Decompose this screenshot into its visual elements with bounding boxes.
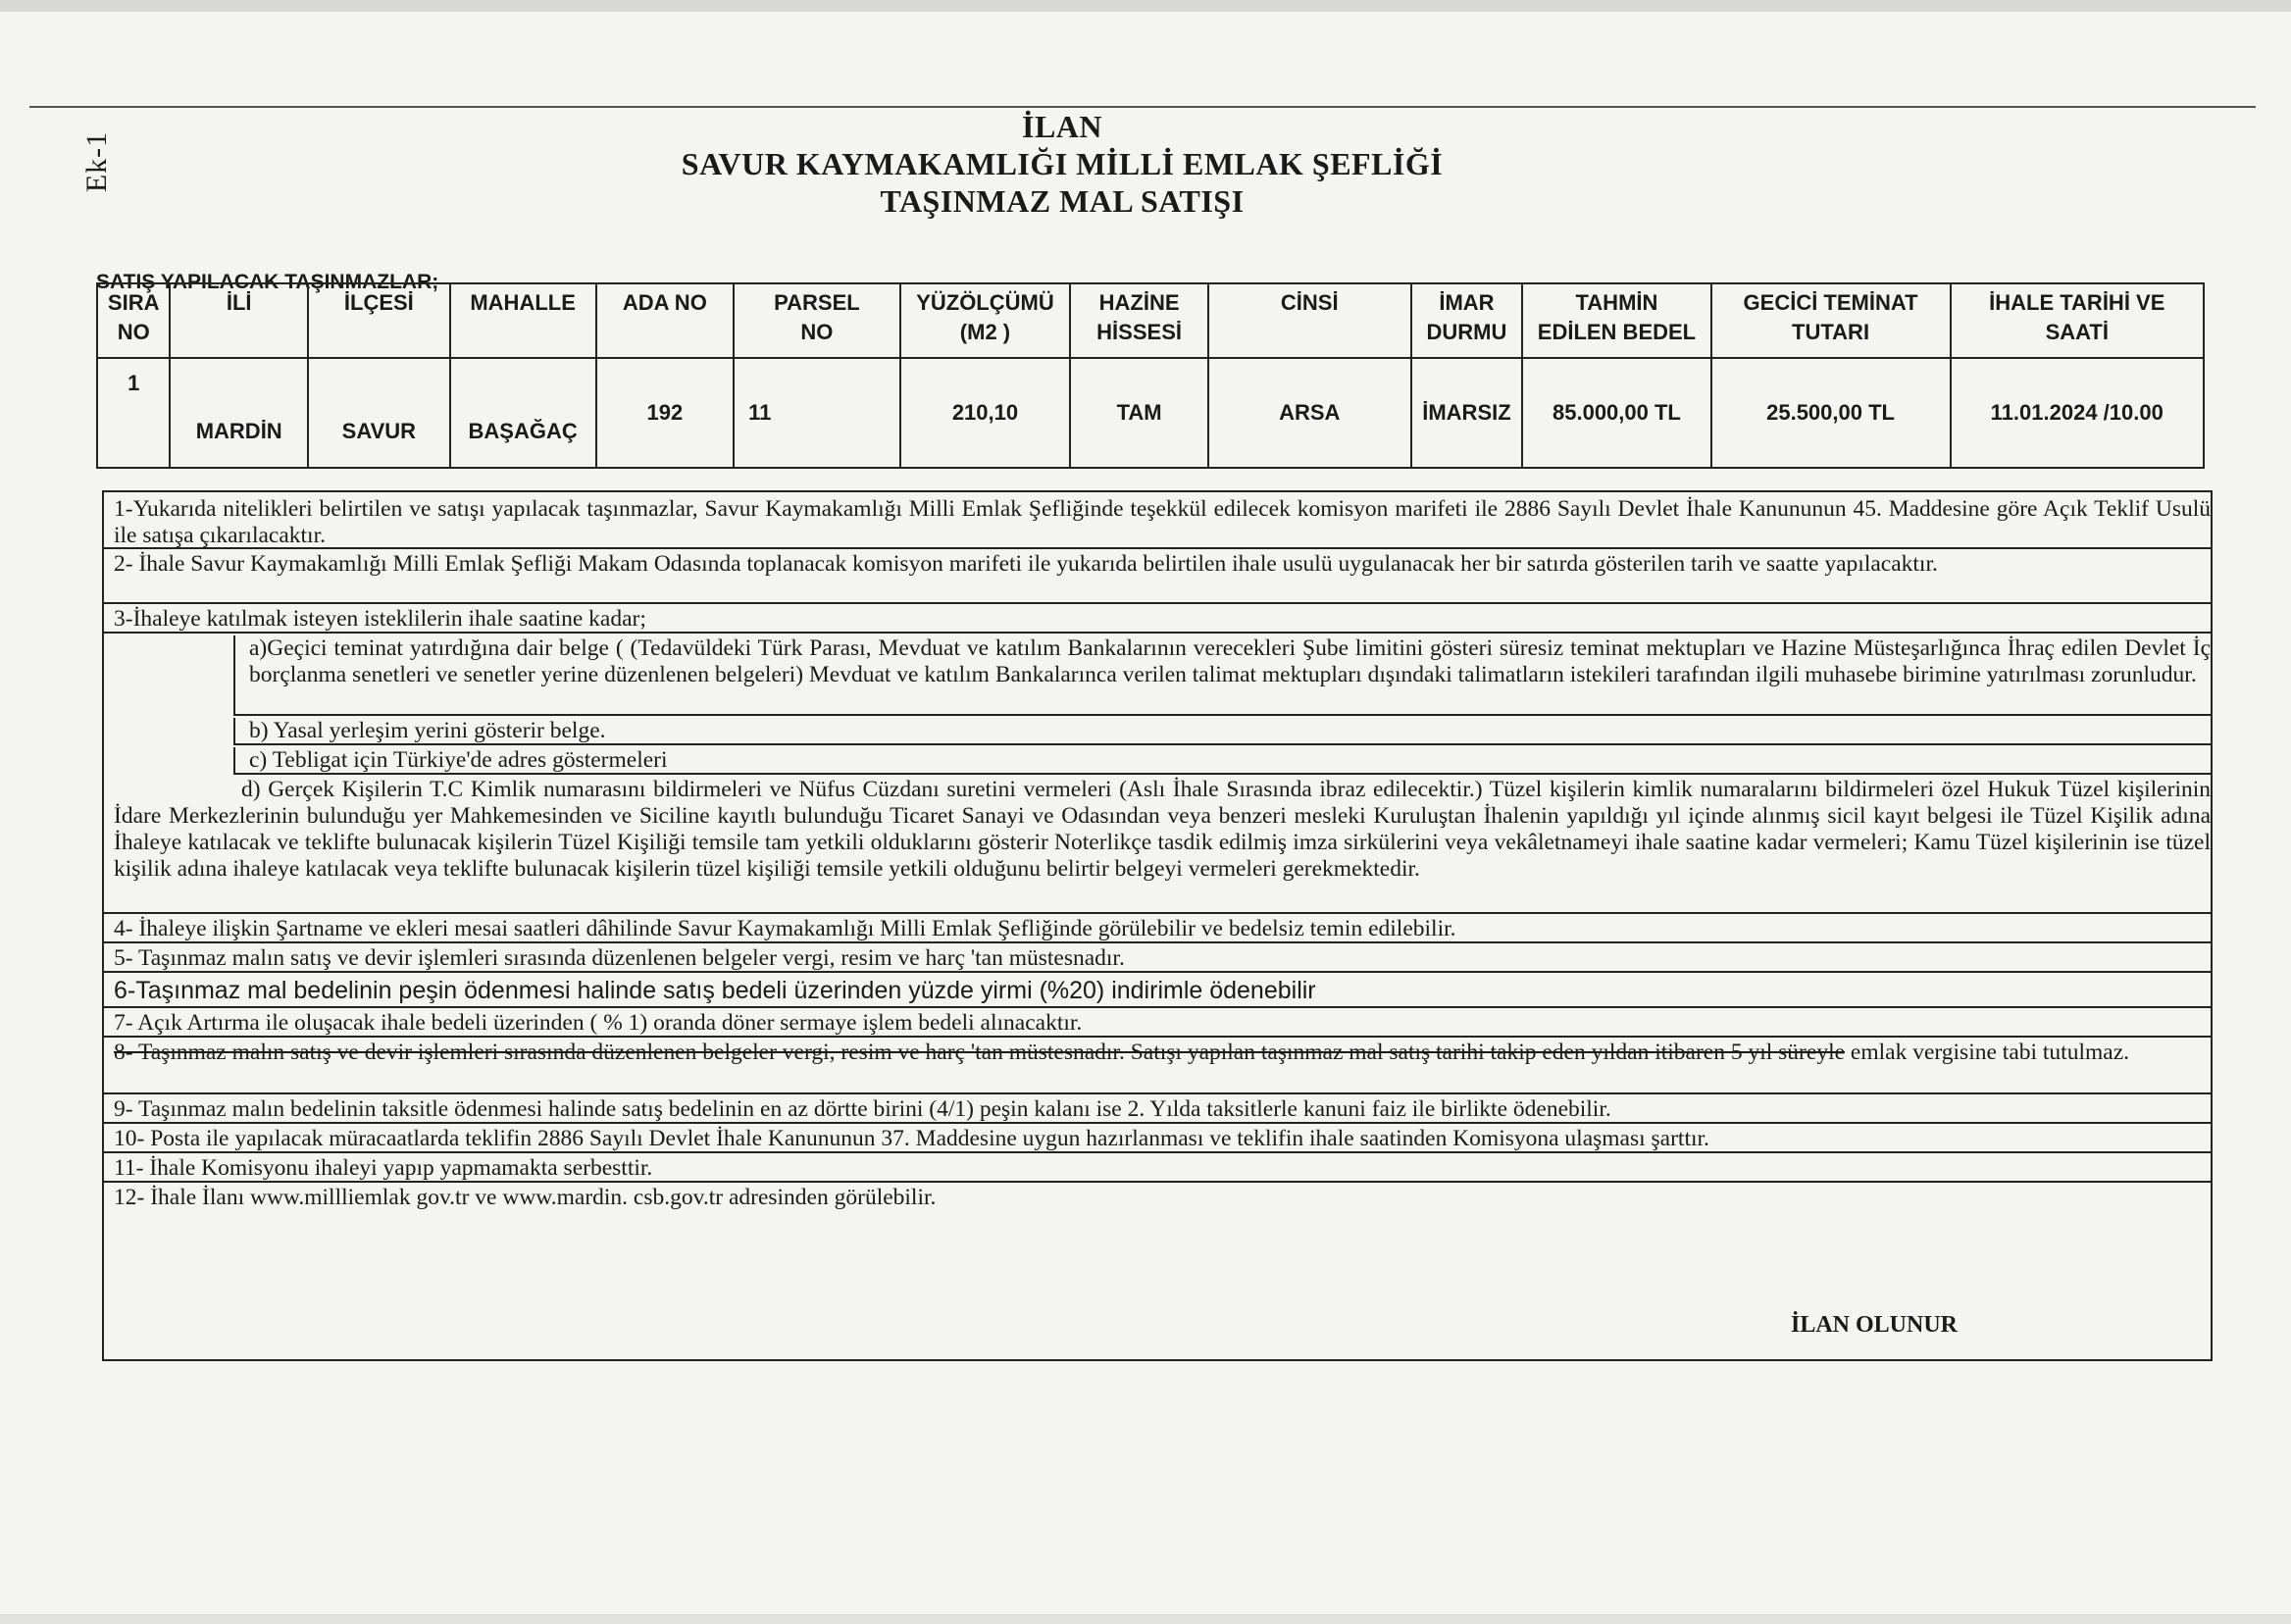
note-11: 11- İhale Komisyonu ihaleyi yapıp yapmamakta serbesttir. xyxy=(104,1155,2211,1183)
cell-hisse: TAM xyxy=(1070,358,1208,468)
note-5: 5- Taşınmaz malın satış ve devir işlemleri sırasında düzenlenen belgeler vergi, resim ve harç 'tan müstesnadır. xyxy=(104,945,2211,973)
note-7: 7- Açık Artırma ile oluşacak ihale bedeli üzerinden ( % 1) oranda döner sermaye işlem bedeli alınacaktır. xyxy=(104,1010,2211,1038)
cell-bedel: 85.000,00 TL xyxy=(1522,358,1710,468)
note-8-struck-text: 8- Taşınmaz malın satış ve devir işlemleri sırasında düzenlenen belgeler vergi, resim ve harç 'tan müstesnadır. Satışı yapılan taşınmaz mal satış tarihi takip eden yıldan itibaren 5 yıl süreyle xyxy=(114,1040,1846,1065)
note-1: 1-Yukarıda nitelikleri belirtilen ve satışı yapılacak taşınmazlar, Savur Kaymakamlığı Milli Emlak Şefliğinde teşekkül edilecek komisyon marifeti ile 2886 Sayılı Devlet İhale Kanununun 45. Maddesine göre Açık Teklif Usulü ile satışa çıkarılacaktır. xyxy=(104,496,2211,549)
header-bedel: TAHMİN EDİLEN BEDEL xyxy=(1522,283,1710,358)
table-header-row xyxy=(97,283,2204,358)
note-2: 2- İhale Savur Kaymakamlığı Milli Emlak Şefliği Makam Odasında toplanacak komisyon marifeti ile yukarıda belirtilen ihale usulü uygulanacak her bir satırda gösterilen tarih ve saatte yapılacaktır. xyxy=(104,551,2211,604)
note-8 xyxy=(104,1040,2211,1094)
note-3c: c) Tebligat için Türkiye'de adres göstermeleri xyxy=(233,747,2211,775)
cell-cinsi: ARSA xyxy=(1208,358,1411,468)
note-3a: a)Geçici teminat yatırdığına dair belge ( (Tedavüldeki Türk Parası, Mevduat ve katılım Bankalarının verecekleri Şube limitini gösteri süresiz teminat mektupları ve Hazine Müsteşarlığınca İhraç edilen Devlet İç borçlanma senetleri ve senetler yerine düzenlenen belgeleri) Mevduat ve katılım Bankalarınca verilen talimat mektupları dışındaki talimatların istekileri tarafından ilgili muhasebe birimine yatırılması zorunludur. xyxy=(233,635,2211,716)
header-mahalle: MAHALLE xyxy=(450,283,596,358)
cell-parsel: 11 xyxy=(734,358,900,468)
header-hisse: HAZİNE HİSSESİ xyxy=(1070,283,1208,358)
note-4: 4- İhaleye ilişkin Şartname ve ekleri mesai saatleri dâhilinde Savur Kaymakamlığı Milli Emlak Şefliğinde görülebilir ve bedelsiz temin edilebilir. xyxy=(104,916,2211,943)
header-il: İLİ xyxy=(170,283,308,358)
document-header xyxy=(0,108,2291,220)
scan-bottom-band xyxy=(0,1614,2291,1624)
cell-ada: 192 xyxy=(596,358,735,468)
properties-section-label: SATIŞ YAPILACAK TAŞINMAZLAR; xyxy=(96,271,439,293)
note-6: 6-Taşınmaz mal bedelinin peşin ödenmesi halinde satış bedeli üzerinden yüzde yirmi (%20) indirimle ödenebilir xyxy=(104,975,2211,1008)
header-parsel: PARSEL NO xyxy=(734,283,900,358)
cell-imar: İMARSIZ xyxy=(1411,358,1523,468)
note-9: 9- Taşınmaz malın bedelinin taksitle ödenmesi halinde satış bedelinin en az dörtte birini (4/1) peşin kalanı ise 2. Yılda taksitlerle kanuni faiz ile birlikte ödenebilir. xyxy=(104,1096,2211,1124)
cell-mahalle: BAŞAĞAÇ xyxy=(450,358,596,468)
annex-label: Ek-1 xyxy=(80,130,114,193)
cell-teminat: 25.500,00 TL xyxy=(1711,358,1951,468)
header-tarih: İHALE TARİHİ VE SAATİ xyxy=(1951,283,2204,358)
header-teminat: GECİCİ TEMİNAT TUTARI xyxy=(1711,283,1951,358)
title-institution: SAVUR KAYMAKAMLIĞI MİLLİ EMLAK ŞEFLİĞİ xyxy=(681,146,1444,181)
cell-il: MARDİN xyxy=(170,358,308,468)
note-3: 3-İhaleye katılmak isteyen isteklilerin ihale saatine kadar; xyxy=(104,606,2211,634)
properties-table xyxy=(96,282,2205,469)
cell-ilce: SAVUR xyxy=(308,358,450,468)
conditions-box xyxy=(102,490,2213,1361)
header-cinsi: CİNSİ xyxy=(1208,283,1411,358)
note-8-text: emlak vergisine tabi tutulmaz. xyxy=(1850,1040,2130,1065)
cell-yuzolcumu: 210,10 xyxy=(900,358,1071,468)
note-3d: d) Gerçek Kişilerin T.C Kimlik numarasını bildirmeleri ve Nüfus Cüzdanı suretini vermeleri (Aslı İhale Sırasında ibraz edilecektir.) Tüzel kişilerin kimlik numaralarını bildirmeleri özel Hukuk Tüzel kişilerinin İdare Merkezlerinin bulunduğu yer Mahkemesinden ve Siciline kayıtlı bulunduğu Ticaret Sanayi ve Odasından veya benzeri mesleki Kuruluştan İhalenin yapıldığı yıl içinde alınmış sicil kayıt belgesi ile Tüzel Kişilik adına İhaleye katılacak ve teklifte bulunacak kişilerin Tüzel Kişiliği temsile tam yetkili olduklarını gösterir Noterlikçe tasdik edilmiş imza sirkülerini veya vekâletnameyi ihale saatine kadar vermeleri; Kamu Tüzel kişilerinin ise tüzel kişilik adına ihaleye katılacak veya teklifte bulunacak kişilerin tüzel kişiliği temsile yetkili olduğunu belirtir belgeyi vermeleri gerekmektedir. xyxy=(104,777,2211,914)
header-sira: SIRA NO xyxy=(97,283,170,358)
header-ada: ADA NO xyxy=(596,283,735,358)
closing-statement: İLAN OLUNUR xyxy=(1790,1312,1958,1338)
cell-tarih: 11.01.2024 /10.00 xyxy=(1951,358,2204,468)
note-12: 12- İhale İlanı www.millliemlak gov.tr ve www.mardin. csb.gov.tr adresinden görülebilir. xyxy=(114,1185,937,1210)
cell-sira: 1 xyxy=(97,358,170,468)
note-3b: b) Yasal yerleşim yerini gösterir belge. xyxy=(233,718,2211,745)
title-subject: TAŞINMAZ MAL SATIŞI xyxy=(880,183,1245,219)
table-row xyxy=(97,358,2204,468)
header-ilce: İLÇESİ xyxy=(308,283,450,358)
title-ilan: İLAN xyxy=(1021,109,1102,144)
header-imar: İMAR DURMU xyxy=(1411,283,1523,358)
header-yuzolcumu: YÜZÖLÇÜMÜ (M2 ) xyxy=(900,283,1071,358)
note-10: 10- Posta ile yapılacak müracaatlarda teklifin 2886 Sayılı Devlet İhale Kanununun 37. Maddesine uygun hazırlanması ve teklifin ihale saatinden Komisyona ulaşması şarttır. xyxy=(104,1126,2211,1153)
scan-top-band xyxy=(0,0,2291,12)
